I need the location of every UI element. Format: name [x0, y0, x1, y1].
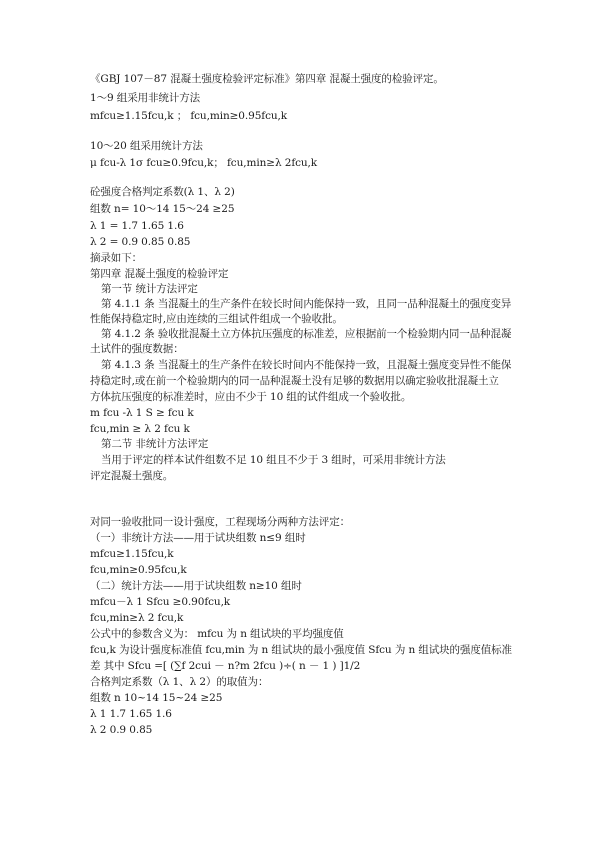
text-line: fcu,min≥λ 2 fcu,k — [90, 612, 184, 624]
text-line: λ 1 = 1.7 1.65 1.6 — [90, 220, 184, 232]
text-line: λ 2 0.9 0.85 — [90, 724, 153, 736]
text-line: 《GBJ 107－87 混凝土强度检验评定标准》第四章 混凝土强度的检验评定。 — [90, 73, 444, 85]
text-line: μ fcu-λ 1σ fcu≥0.9fcu,k； fcu,min≥λ 2fcu,k — [90, 157, 318, 169]
text-line: 方体抗压强度的标准差时，应由不少于 10 组的试件组成一个验收批。 — [90, 391, 412, 403]
text-line: 10～20 组采用统计方法 — [90, 140, 203, 152]
text-line: mfcu≥1.15fcu,k ； fcu,min≥0.95fcu,k — [90, 110, 288, 122]
text-line: 第二节 非统计方法评定 — [101, 438, 209, 450]
text-line: 性能保持稳定时,应由连续的三组试件组成一个验收批。 — [90, 313, 343, 325]
text-line: 第 4.1.1 条 当混凝土的生产条件在较长时间内能保持一致，且同一品种混凝土的强度变异 — [101, 298, 512, 310]
text-line: fcu,min≥0.95fcu,k — [90, 564, 187, 576]
text-line: 土试件的强度数据： — [90, 343, 184, 355]
text-line: 摘录如下： — [90, 252, 142, 264]
text-line: 持稳定时,或在前一个检验期内的同一品种混凝土没有足够的数据用以确定验收批混凝土立 — [90, 375, 499, 387]
text-line: mfcu≥1.15fcu,k — [90, 548, 174, 560]
text-line: λ 1 1.7 1.65 1.6 — [90, 708, 172, 720]
text-line: 组数 n= 10～14 15～24 ≥25 — [90, 203, 235, 215]
text-line: 组数 n 10~14 15~24 ≥25 — [90, 692, 223, 704]
text-line: 差 其中 Sfcu =[ (∑f 2cui － n?m 2fcu )÷( n － 1 ) ]1/2 — [90, 660, 361, 672]
text-line: 第四章 混凝土强度的检验评定 — [90, 268, 229, 280]
text-line: 第 4.1.2 条 验收批混凝土立方体抗压强度的标准差，应根据前一个检验期内同一品种混凝 — [101, 328, 512, 340]
text-line: mfcu－λ 1 Sfcu ≥0.90fcu,k — [90, 596, 231, 608]
text-line: 砼强度合格判定系数(λ 1、λ 2) — [90, 186, 235, 198]
text-line: λ 2 = 0.9 0.85 0.85 — [90, 236, 191, 248]
text-line: （二）统计方法——用于试块组数 n≥10 组时 — [90, 580, 302, 592]
text-line: 对同一验收批同一设计强度，工程现场分两种方法评定： — [90, 516, 350, 528]
text-line: m fcu -λ 1 S ≥ fcu k — [90, 407, 194, 419]
text-line: 合格判定系数（λ 1、λ 2）的取值为： — [90, 676, 269, 688]
text-line: 第 4.1.3 条 当混凝土的生产条件在较长时间内不能保持一致，且混凝土强度变异性不能保 — [101, 359, 512, 371]
text-line: 第一节 统计方法评定 — [101, 283, 198, 295]
text-line: 当用于评定的样本试件组数不足 10 组且不少于 3 组时，可采用非统计方法 — [101, 454, 446, 466]
text-line: fcu,k 为设计强度标准值 fcu,min 为 n 组试块的最小强度值 Sfcu 为 n 组试块的强度值标准 — [90, 644, 512, 656]
text-line: 公式中的参数含义为： mfcu 为 n 组试块的平均强度值 — [90, 628, 344, 640]
text-line: （一）非统计方法——用于试块组数 n≤9 组时 — [90, 532, 306, 544]
text-line: fcu,min ≥ λ 2 fcu k — [90, 423, 190, 435]
text-line: 评定混凝土强度。 — [90, 470, 174, 482]
text-line: 1～9 组采用非统计方法 — [90, 92, 200, 104]
